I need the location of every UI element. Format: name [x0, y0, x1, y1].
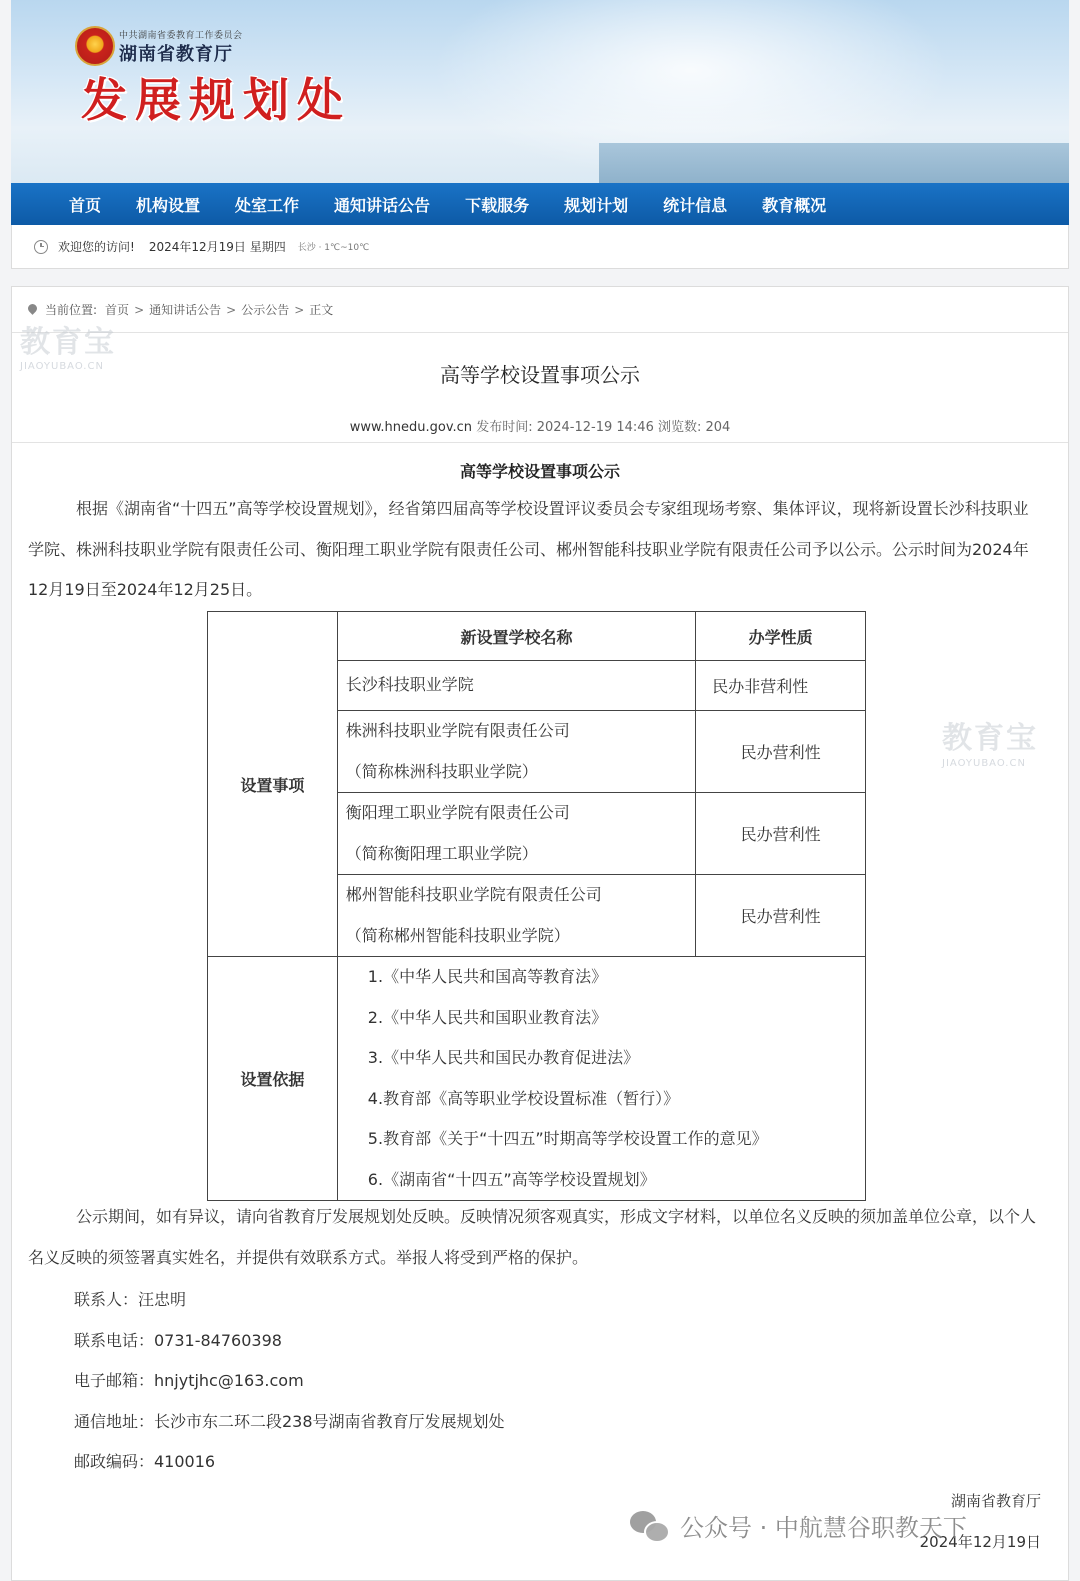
national-emblem-icon	[75, 26, 115, 66]
title-divider	[12, 442, 1068, 443]
breadcrumb-label: 当前位置:	[45, 303, 98, 317]
current-date: 2024年12月19日 星期四	[148, 240, 286, 254]
basis-item: 6.《湖南省“十四五”高等学校设置规划》	[367, 1169, 656, 1189]
school-short-name: （简称株洲科技职业学院）	[345, 761, 538, 781]
table-header-row	[208, 612, 866, 661]
department-title: 发展规划处	[81, 73, 351, 127]
intro-paragraph: 根据《湖南省“十四五”高等学校设置规划》，经省第四届高等学校设置评议委员会专家组现场考察、集体评议，现将新设置长沙科技职业学院、株洲科技职业学院有限责任公司、衡阳理工职业学院有限责任公司、郴州智能科技职业学院有限责任公司予以公示。公示时间为2024年12月19日至2024年12月25日。	[28, 499, 1029, 599]
nav-item-education-overview[interactable]: 教育概况	[762, 195, 827, 215]
wechat-watermark	[630, 1508, 967, 1543]
school-name-cell	[337, 711, 695, 793]
watermark-logo: 教育宝	[942, 721, 1038, 756]
watermark-logo-sub: JIAOYUBAO.CN	[942, 758, 1026, 769]
basis-item: 1.《中华人民共和国高等教育法》	[367, 967, 608, 986]
site-banner	[11, 0, 1069, 183]
welcome-text: 欢迎您的访问!	[58, 240, 135, 254]
nav-item-home[interactable]: 首页	[69, 195, 102, 215]
org-name: 湖南省教育厅	[119, 44, 233, 65]
basis-item: 5.教育部《关于“十四五”时期高等学校设置工作的意见》	[367, 1129, 768, 1148]
school-name: 衡阳理工职业学院有限责任公司	[345, 803, 570, 822]
watermark-logo-sub: JIAOYUBAO.CN	[20, 361, 104, 372]
school-name: 长沙科技职业学院	[345, 675, 474, 695]
category-basis-cell: 设置依据	[208, 957, 338, 1201]
basis-item: 2.《中华人民共和国职业教育法》	[367, 1007, 608, 1027]
clock-icon	[34, 240, 48, 254]
wechat-watermark-text: 公众号 · 中航慧谷职教天下	[680, 1514, 967, 1542]
school-name-cell	[337, 793, 695, 875]
breadcrumb-separator: >	[134, 302, 145, 317]
school-type-cell: 民办营利性	[696, 711, 866, 793]
contact-address: 通信地址：长沙市东二环二段238号湖南省教育厅发展规划处	[74, 1412, 505, 1431]
meta-publish-info: 发布时间: 2024-12-19 14:46 浏览数: 204	[476, 420, 731, 435]
contact-person: 联系人：汪忠明	[74, 1290, 187, 1309]
basis-item: 4.教育部《高等职业学校设置标准（暂行）》	[367, 1088, 680, 1108]
content-panel	[11, 286, 1069, 1581]
nav-item-notices[interactable]: 通知讲话公告	[334, 195, 431, 215]
header-school-type: 办学性质	[696, 612, 866, 661]
schools-table	[207, 611, 866, 1201]
school-type-cell: 民办营利性	[696, 875, 866, 957]
location-pin-icon	[26, 302, 39, 315]
meta-site: www.hnedu.gov.cn	[349, 420, 473, 435]
school-short-name: （简称衡阳理工职业学院）	[345, 843, 538, 863]
nav-item-downloads[interactable]: 下载服务	[465, 195, 530, 215]
contact-email: 电子邮箱：hnjytjhc@163.com	[74, 1371, 304, 1390]
contact-phone: 联系电话：0731-84760398	[74, 1331, 282, 1350]
weather-info: 长沙 · 1℃~10℃	[297, 243, 370, 253]
basis-list-cell	[337, 957, 865, 1201]
breadcrumb	[12, 287, 1068, 333]
school-name-cell	[337, 875, 695, 957]
banner-lake-scene	[599, 143, 1069, 183]
breadcrumb-announcements[interactable]: 公示公告	[241, 303, 290, 317]
school-type-cell: 民办营利性	[696, 793, 866, 875]
nav-item-plans[interactable]: 规划计划	[564, 195, 629, 215]
watermark-logo: 教育宝	[20, 325, 116, 360]
breadcrumb-separator: >	[294, 302, 305, 317]
school-type-cell: 民办非营利性	[696, 661, 866, 711]
objection-paragraph: 公示期间，如有异议，请向省教育厅发展规划处反映。反映情况须客观真实，形成文字材料，以单位名义反映的须加盖单位公章，以个人名义反映的须签署真实姓名，并提供有效联系方式。举报人将受到严格的保护。	[28, 1207, 1037, 1267]
contact-postcode: 邮政编码：410016	[74, 1452, 216, 1471]
breadcrumb-current: 正文	[309, 303, 334, 317]
welcome-bar	[11, 225, 1069, 269]
article-meta	[12, 416, 1068, 435]
school-name-cell	[337, 661, 695, 711]
wechat-icon	[630, 1511, 666, 1541]
nav-item-office-work[interactable]: 处室工作	[235, 195, 300, 215]
main-nav	[11, 183, 1069, 225]
school-name: 郴州智能科技职业学院有限责任公司	[345, 885, 602, 904]
header-school-name: 新设置学校名称	[337, 612, 695, 661]
category-setup-cell: 设置事项	[208, 612, 338, 957]
school-name: 株洲科技职业学院有限责任公司	[345, 721, 570, 740]
org-committee-text: 中共湖南省委教育工作委员会	[119, 31, 243, 41]
signature-date: 2024年12月19日	[919, 1533, 1041, 1551]
article-title: 高等学校设置事项公示	[440, 363, 640, 387]
body-title: 高等学校设置事项公示	[459, 462, 620, 481]
breadcrumb-separator: >	[226, 302, 237, 317]
breadcrumb-home[interactable]: 首页	[105, 303, 130, 317]
nav-item-organization[interactable]: 机构设置	[136, 195, 201, 215]
breadcrumb-notices[interactable]: 通知讲话公告	[149, 303, 222, 317]
nav-item-statistics[interactable]: 统计信息	[663, 195, 728, 215]
table-row-basis	[208, 957, 866, 1201]
basis-item: 3.《中华人民共和国民办教育促进法》	[367, 1048, 640, 1067]
school-short-name: （简称郴州智能科技职业学院）	[345, 925, 570, 945]
signature-org: 湖南省教育厅	[950, 1492, 1041, 1510]
